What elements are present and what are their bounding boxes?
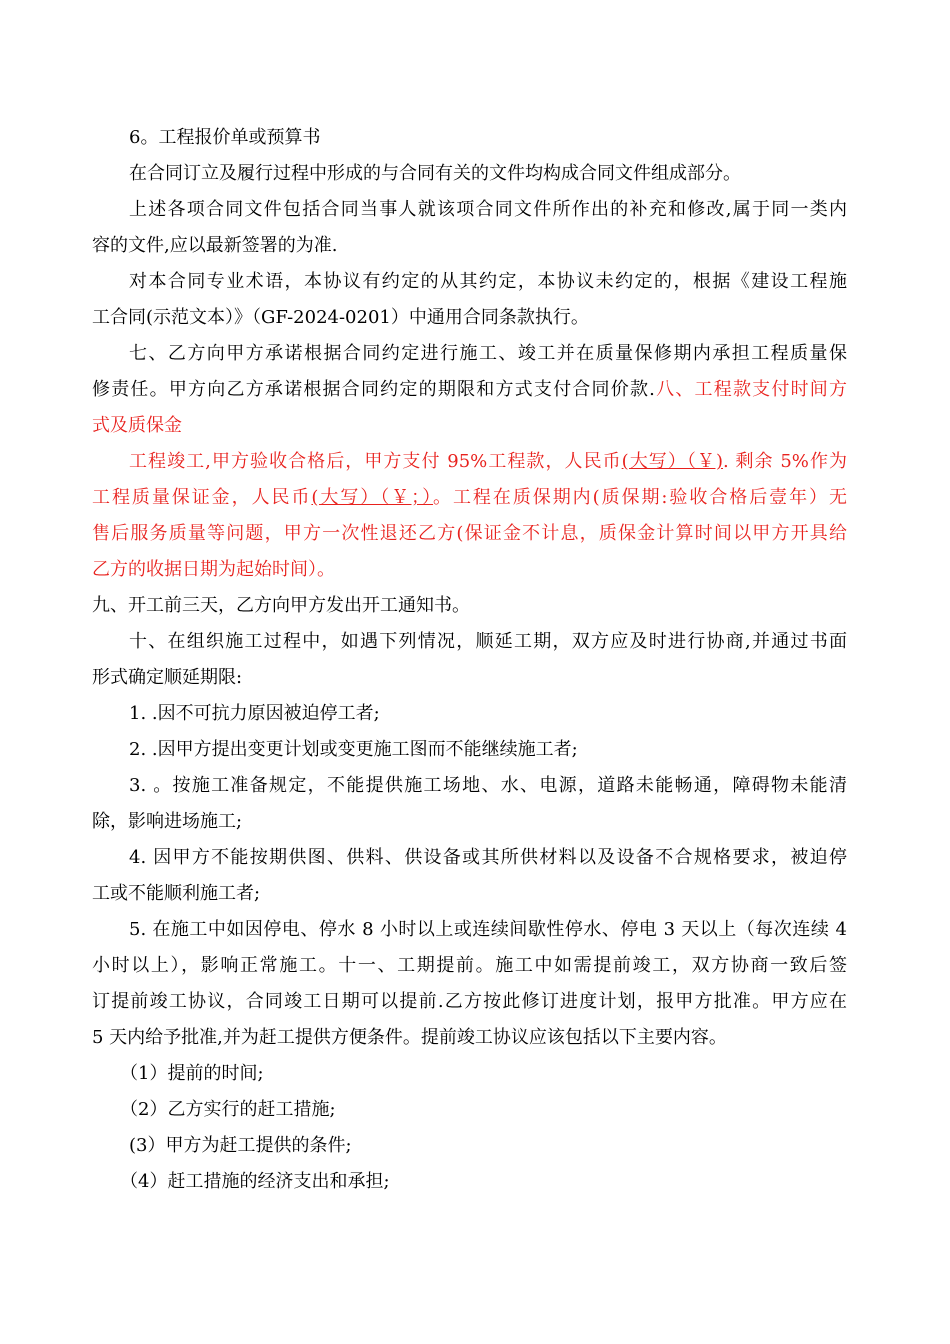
text-segment: 工程竣工,甲方验收合格后，甲方支付 95%工程款，人民币 [129,451,622,472]
sub-item: （4）赶工措施的经济支出和承担; [120,1171,390,1192]
list-item-cont: 除，影响进场施工; [92,811,243,832]
list-item: 4. 因甲方不能按期供图、供料、供设备或其所供材料以及设备不合规格要求，被迫停 [129,847,847,868]
text-line: 工合同(示范文本）》（GF-2024-0201）中通用合同条款执行。 [92,307,589,328]
amount-blank: (大写）（￥) [621,451,723,472]
list-item-cont: 工或不能顺利施工者; [92,883,261,904]
text-line: 对本合同专业术语，本协议有约定的从其约定，本协议未约定的，根据《建设工程施 [129,271,847,292]
list-item: 2. .因甲方提出变更计划或变更施工图而不能继续施工者; [129,739,578,760]
payment-line [129,450,847,474]
list-item-cont: 5 天内给予批准,并为赶工提供方便条件。提前竣工协议应该包括以下主要内容。 [92,1027,727,1048]
sub-item: （2）乙方实行的赶工措施; [120,1099,336,1120]
text-line: 上述各项合同文件包括合同当事人就该项合同文件所作出的补充和修改,属于同一类内 [129,199,847,220]
list-item-cont: 小时以上），影响正常施工。十一、工期提前。施工中如需提前竣工，双方协商一致后签 [92,955,847,976]
section-10: 十、在组织施工过程中，如遇下列情况，顺延工期，双方应及时进行协商,并通过书面 [129,631,847,652]
text-line: 容的文件,应以最新签署的为准. [92,235,338,256]
text-segment: . 剩余 5%作为 [723,451,847,472]
list-item: 3. 。按施工准备规定，不能提供施工场地、水、电源，道路未能畅通，障碍物未能清 [129,775,847,796]
payment-line: 乙方的收据日期为起始时间）。 [92,559,335,580]
section-10-cont: 形式确定顺延期限: [92,667,243,688]
section-heading-8: 八、工程款支付时间方 [654,379,848,400]
text-segment: 。工程在质保期内(质保期:验收合格后壹年）无 [433,487,848,508]
text-segment: 工程质量保证金，人民币 [92,487,312,508]
section-9: 九、开工前三天，乙方向甲方发出开工通知书。 [92,595,470,616]
text-line: 七、乙方向甲方承诺根据合同约定进行施工、竣工并在质量保修期内承担工程质量保 [129,343,847,364]
amount-blank: (大写）（￥；） [311,487,434,508]
list-item: 5. 在施工中如因停电、停水 8 小时以上或连续间歇性停水、停电 3 天以上（每次连续 4 [129,919,847,940]
payment-line: 售后服务质量等问题，甲方一次性退还乙方(保证金不计息，质保金计算时间以甲方开具给 [92,523,847,544]
section-heading-8-cont: 式及质保金 [92,415,182,436]
list-item: 1. .因不可抗力原因被迫停工者; [129,703,380,724]
list-item-cont: 订提前竣工协议，合同竣工日期可以提前.乙方按此修订进度计划，报甲方批准。甲方应在 [92,991,847,1012]
text-line: 6。工程报价单或预算书 [129,127,321,148]
sub-item: (3）甲方为赶工提供的条件; [129,1135,352,1156]
text-segment: 修责任。甲方向乙方承诺根据合同约定的期限和方式支付合同价款. [92,379,655,400]
payment-line [92,486,847,510]
text-line: 在合同订立及履行过程中形成的与合同有关的文件均构成合同文件组成部分。 [129,163,741,184]
sub-item: （1）提前的时间; [120,1063,264,1084]
mixed-line [92,378,847,402]
